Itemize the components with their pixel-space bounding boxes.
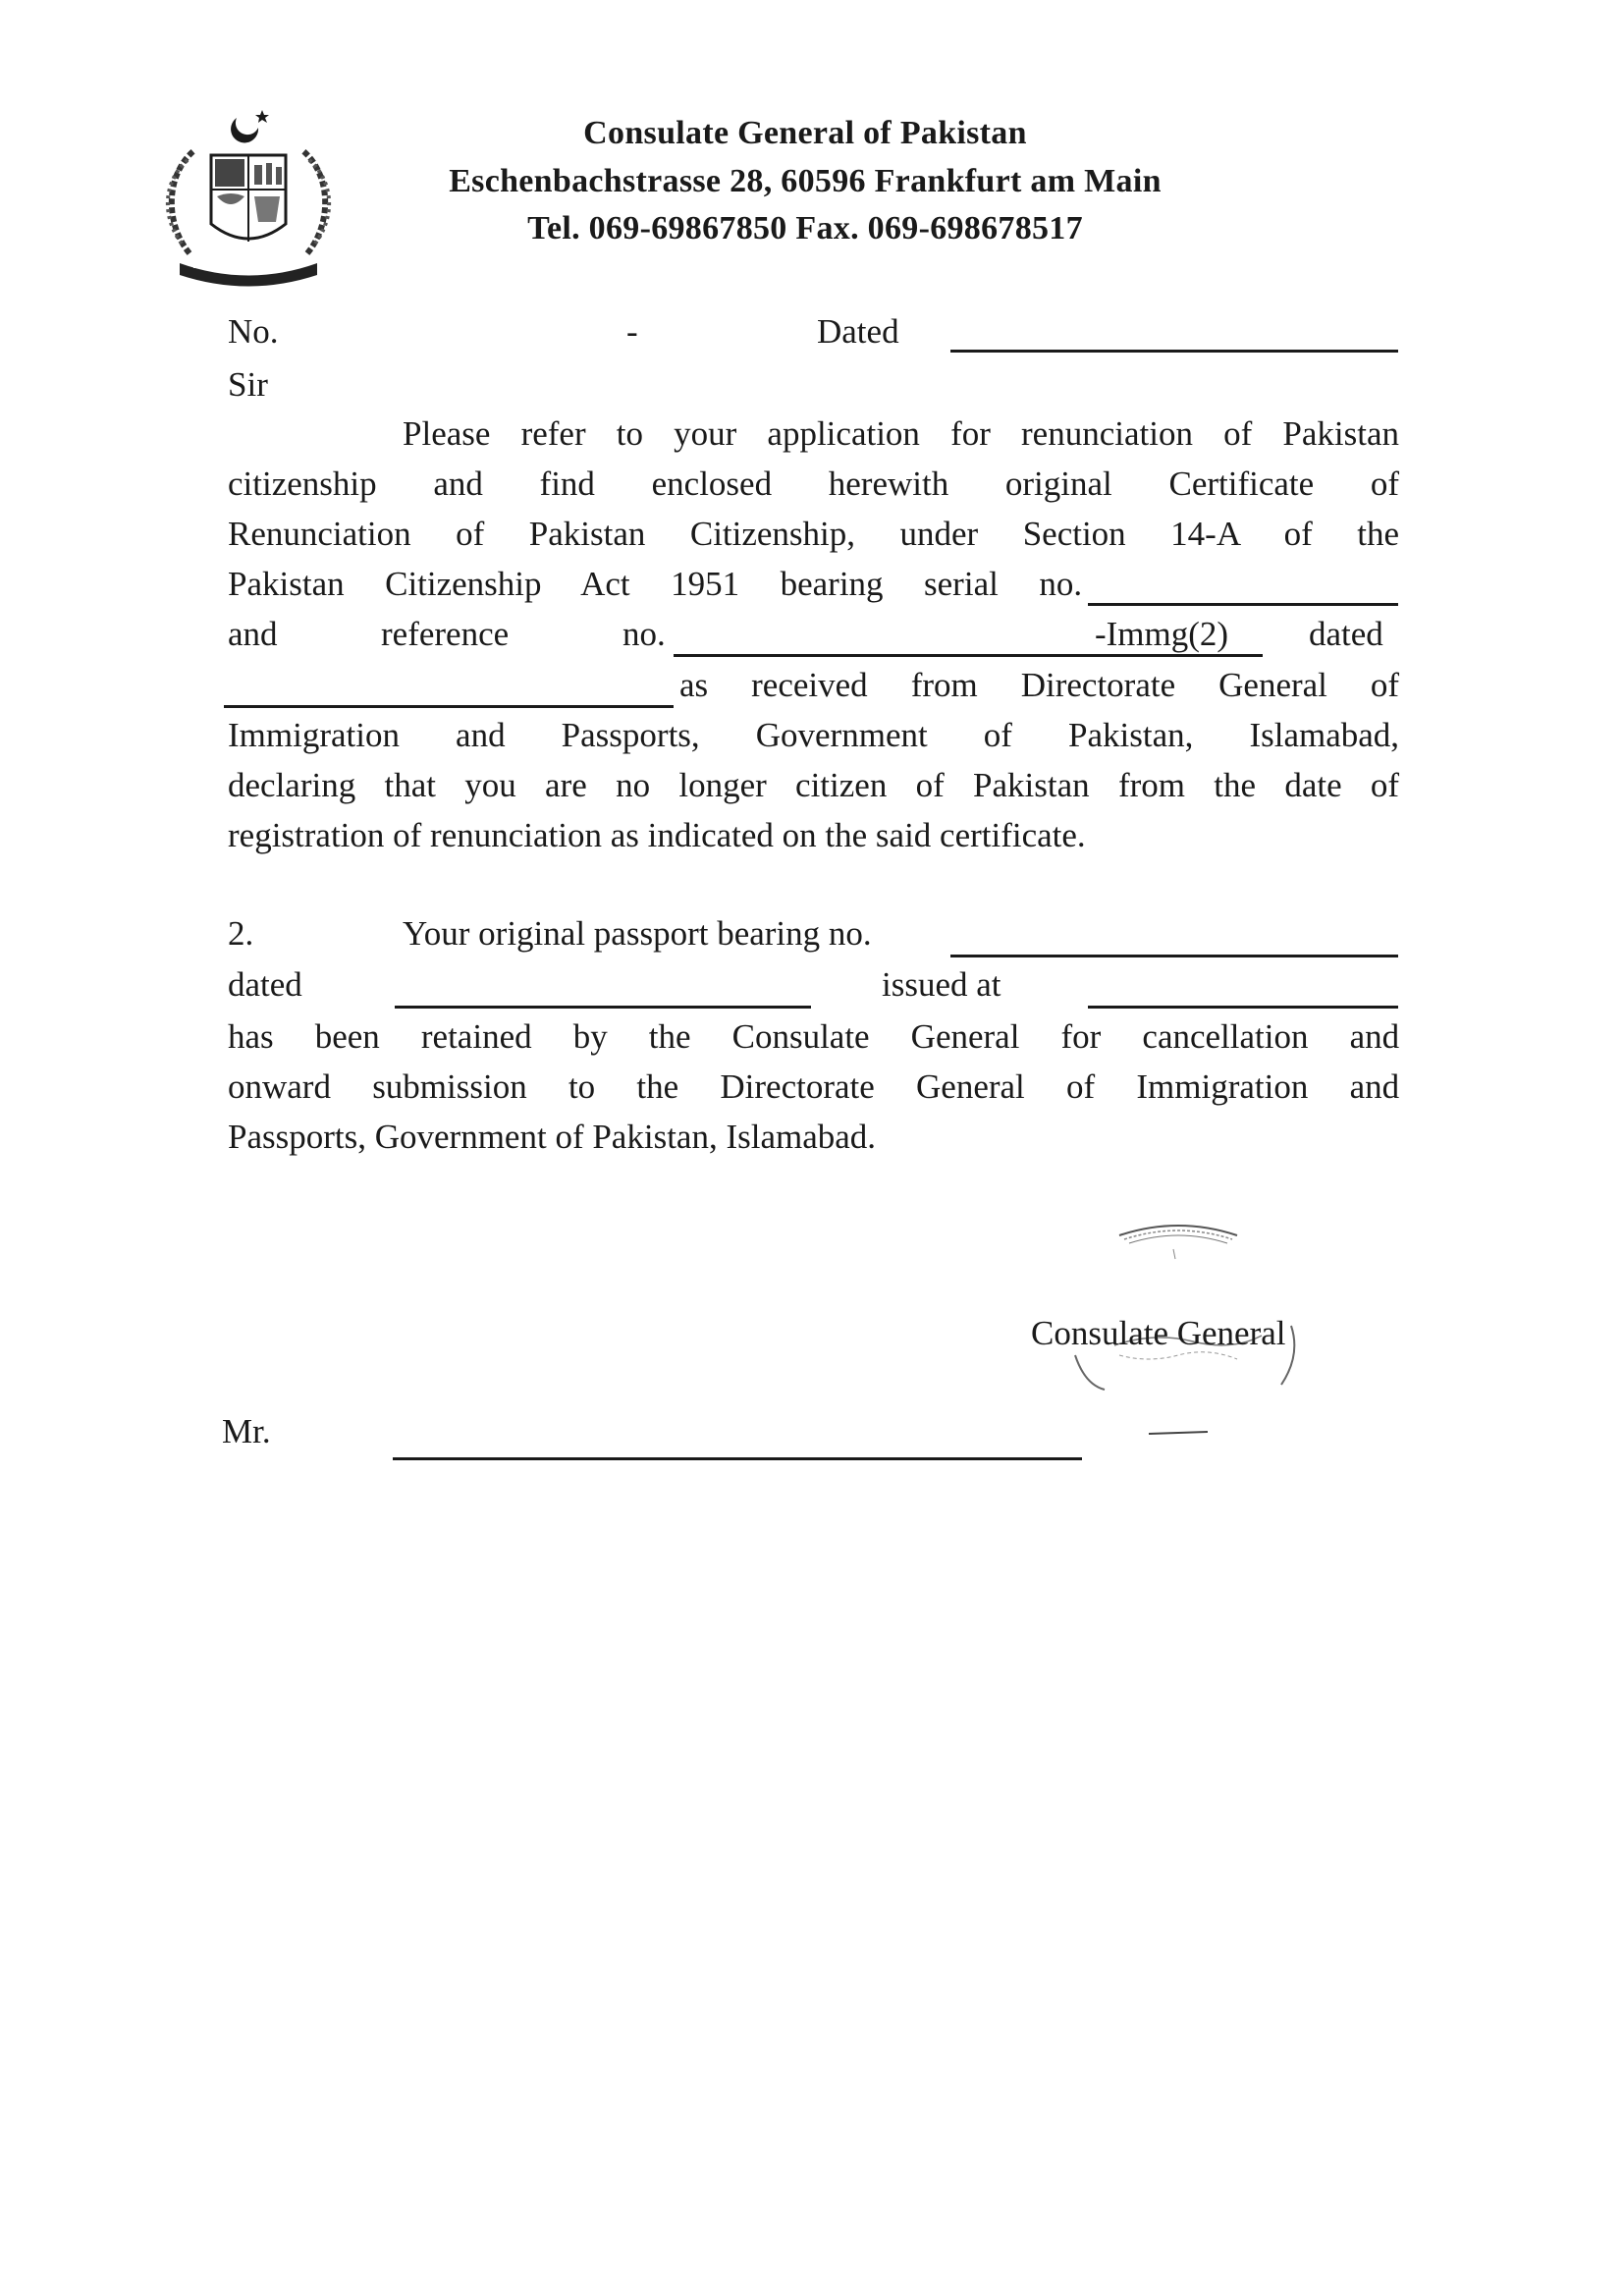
issued-at-blank [1088, 1006, 1398, 1009]
word: enclosed [651, 465, 773, 503]
word: Certificate [1168, 465, 1315, 503]
word: no [616, 766, 651, 804]
reference-date-blank [224, 705, 674, 708]
word: to [568, 1067, 596, 1106]
word: and [456, 716, 506, 754]
word: received [751, 666, 868, 704]
no-label: No. [228, 312, 279, 351]
word: Section [1022, 515, 1126, 553]
word: Please [403, 414, 491, 453]
immg-suffix: -Immg(2) [1095, 615, 1229, 653]
addressee-label: Mr. [222, 1412, 271, 1450]
word: cancellation [1142, 1017, 1309, 1056]
word: of [1370, 666, 1400, 704]
word: of [456, 515, 485, 553]
word: from [1117, 766, 1185, 804]
para1-line2 [228, 466, 1399, 501]
word: bearing [780, 565, 884, 603]
word: of [1223, 414, 1253, 453]
word: by [572, 1017, 608, 1056]
word: from [910, 666, 978, 704]
serial-no-blank [1088, 603, 1398, 606]
word: Pakistan [228, 565, 345, 603]
addressee-name-blank [393, 1457, 1082, 1460]
word: the [648, 1017, 691, 1056]
para1-line3 [228, 517, 1399, 551]
issued-at-label: issued at [882, 965, 1001, 1004]
para2-line4 [228, 1069, 1399, 1104]
word: of [983, 716, 1012, 754]
word: Passports, [561, 716, 700, 754]
para1-line8 [228, 768, 1399, 802]
word: of [1066, 1067, 1096, 1106]
passport-dated-label: dated [228, 965, 302, 1004]
word: Citizenship, [689, 515, 856, 553]
para2-line1: Your original passport bearing no. [403, 914, 872, 953]
para2-number: 2. [228, 914, 254, 953]
word: 14-A [1170, 515, 1240, 553]
word: Directorate [720, 1067, 875, 1106]
word: renunciation [1021, 414, 1193, 453]
word: to [616, 414, 643, 453]
word: Citizenship [385, 565, 542, 603]
word: Government [755, 716, 928, 754]
dated-blank [950, 350, 1398, 353]
reference-no-blank [674, 654, 1263, 657]
word: of [1370, 766, 1400, 804]
word: Directorate [1020, 666, 1176, 704]
reference-word: reference [381, 615, 510, 653]
para2-line3 [228, 1019, 1399, 1054]
para1-line4 [228, 567, 1082, 601]
word: you [464, 766, 516, 804]
word: for [1060, 1017, 1102, 1056]
para2-line5: Passports, Government of Pakistan, Islamabad. [228, 1118, 877, 1156]
word: retained [420, 1017, 532, 1056]
word: onward [228, 1067, 331, 1106]
word: of [1370, 465, 1400, 503]
word: Renunciation [228, 515, 411, 553]
header-phone-fax: Tel. 069-69867850 Fax. 069-698678517 [527, 210, 1083, 246]
dated-label: Dated [817, 312, 899, 351]
word: Islamabad, [1249, 716, 1400, 754]
no-word: no. [622, 615, 666, 653]
word: original [1004, 465, 1112, 503]
word: Consulate [731, 1017, 870, 1056]
word: refer [520, 414, 586, 453]
signature-title: Consulate General [1031, 1314, 1286, 1352]
word: General [1218, 666, 1327, 704]
no-dash: - [626, 312, 638, 351]
word: declaring [228, 766, 356, 804]
word: and [433, 465, 483, 503]
word: no. [1039, 565, 1083, 603]
word: been [314, 1017, 380, 1056]
header-address: Eschenbachstrasse 28, 60596 Frankfurt am Main [449, 163, 1162, 199]
word: your [674, 414, 737, 453]
state-emblem-icon [160, 106, 337, 288]
word: are [545, 766, 587, 804]
salutation: Sir [228, 365, 268, 404]
word: Pakistan, [1068, 716, 1194, 754]
word: Immigration [1136, 1067, 1309, 1106]
and-word: and [228, 615, 278, 653]
word: longer [678, 766, 767, 804]
word: Pakistan [973, 766, 1090, 804]
word: has [228, 1017, 274, 1056]
word: General [916, 1067, 1025, 1106]
word: and [1349, 1017, 1400, 1056]
word: Act [580, 565, 630, 603]
word: citizenship [228, 465, 377, 503]
word: and [1349, 1067, 1400, 1106]
word: General [910, 1017, 1020, 1056]
para1-line7 [228, 718, 1399, 752]
word: that [384, 766, 436, 804]
header-consulate-name: Consulate General of Pakistan [583, 115, 1027, 151]
word: 1951 [671, 565, 740, 603]
word: the [1214, 766, 1257, 804]
word: serial [924, 565, 999, 603]
word: under [899, 515, 979, 553]
para1-line1 [403, 416, 1399, 451]
word: date [1284, 766, 1342, 804]
word: for [950, 414, 991, 453]
word: the [1357, 515, 1400, 553]
word: herewith [828, 465, 949, 503]
word: Pakistan [1282, 414, 1400, 453]
para1-line9: registration of renunciation as indicated on the said certificate. [228, 816, 1086, 854]
word: of [1283, 515, 1313, 553]
passport-date-blank [395, 1006, 811, 1009]
word: citizen [795, 766, 888, 804]
word: find [539, 465, 595, 503]
passport-no-blank [950, 955, 1398, 957]
word: as [679, 666, 709, 704]
dated-word: dated [1309, 615, 1383, 653]
para1-line6 [679, 668, 1399, 702]
word: Immigration [228, 716, 400, 754]
word: Pakistan [528, 515, 646, 553]
word: submission [372, 1067, 527, 1106]
word: of [915, 766, 945, 804]
word: application [767, 414, 920, 453]
word: the [636, 1067, 679, 1106]
